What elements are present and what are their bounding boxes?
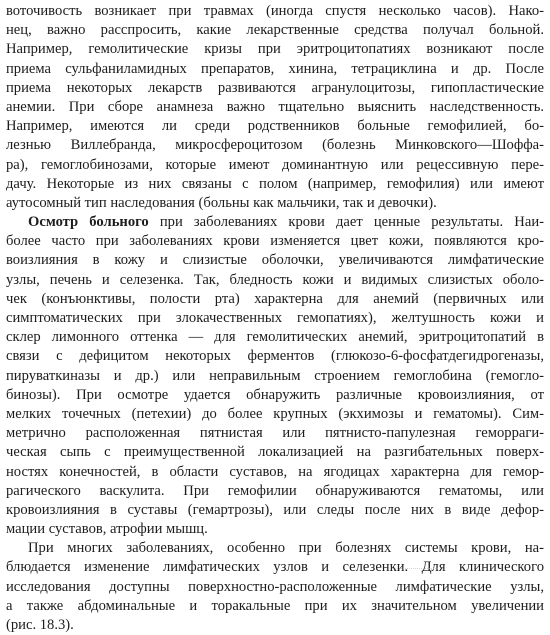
text-line: воизлияния в кожу и слизистые оболочки, увеличиваются лимфатические — [6, 252, 544, 269]
text-line: а также абдоминальные и торакальные при их значительном увеличении — [6, 597, 544, 614]
text-line: более часто при заболеваниях крови изменяется цвет кожи, появляются кро- — [6, 233, 544, 250]
text-line: блюдается изменение лимфатических узлов и селезенки. Для клинического — [6, 559, 544, 576]
text-line: (рис. 18.3). — [6, 617, 74, 633]
text-line: приема некоторых лекарств развиваются агранулоцитозы, гипопластические — [6, 79, 544, 96]
paragraph-examination — [6, 213, 544, 539]
text-line: кровоизлияния в суставы (гемартрозы), или следы после них в виде дефор- — [6, 501, 544, 518]
text-line: Например, гемолитические кризы при эритроцитопатиях возникают после — [6, 41, 544, 58]
text-line: анемии. При сборе анамнеза важно тщательно выяснить наследственность. — [6, 98, 544, 115]
text-line: ра), гемоглобинозами, которые имеют доминантную или рецессивную пере- — [6, 156, 544, 173]
text-line: узлы, печень и селезенка. Так, бледность кожи и видимых слизистых оболо- — [6, 271, 544, 288]
text-line: пируваткиназы и др.) или неправильным строением гемоглобина (гемогло- — [6, 367, 544, 384]
text-line: исследования доступны поверхностно-расположенные лимфатические узлы, — [6, 578, 544, 595]
paragraph-lymph-nodes — [6, 539, 544, 635]
text-line: При многих заболеваниях, особенно при болезнях системы крови, на- — [28, 540, 544, 557]
paragraph-history — [6, 2, 544, 213]
text-line: симптоматических при злокачественных гемопатиях), желтушность кожи и — [6, 310, 544, 326]
text-line: склер лимонного оттенка — для гемолитических анемий, эритроцитопатий в — [6, 329, 544, 346]
text-line: приема сульфаниламидных препаратов, хинина, тетрациклина и др. После — [6, 60, 544, 77]
scan-artifact — [392, 568, 438, 575]
text-line: рагического васкулита. При гемофилии обнаруживаются гематомы, или — [6, 482, 544, 499]
section-lead-heading: Осмотр больного — [28, 214, 149, 231]
text-line: ческая сыпь с преимущественной локализацией на разгибательных поверх- — [6, 444, 544, 461]
text-line-rest: при заболеваниях крови дает ценные результаты. Наи- — [148, 214, 544, 231]
text-line: связи с дефицитом некоторых ферментов (глюкозо-6-фосфатдегидрогеназы, — [6, 348, 544, 365]
text-line: чек (конъюнктивы, полости рта) характерна для анемий (первичных или — [6, 290, 544, 307]
text-line: дачу. Некоторые из них связаны с полом (например, гемофилия) или имеют — [6, 175, 544, 192]
text-line: ностях конечностей, в области суставов, на ягодицах характерна для гемор- — [6, 463, 544, 480]
text-line: мелких точечных (петехии) до более крупных (экхимозы и гематомы). Сим- — [6, 405, 544, 422]
text-line: мации суставов, атрофии мышц. — [6, 521, 208, 538]
text-line: воточивость возникает при травмах (иногда спустя несколько часов). Нако- — [6, 3, 544, 19]
text-line: аутосомный тип наследования (больны как мальчики, так и девочки). — [6, 194, 437, 211]
text-line: нец, важно расспросить, какие лекарственные средства получал больной. — [6, 22, 544, 39]
text-line — [6, 213, 544, 232]
text-line: метрично расположенная пятнистая или пятнисто-папулезная геморраги- — [6, 425, 544, 442]
text-line: лезнью Виллебранда, микросфероцитозом (болезнь Минковского—Шоффа- — [6, 137, 544, 154]
text-line: Например, имеются ли среди родственников больные гемофилией, бо- — [6, 118, 544, 135]
text-line: бинозы). При осмотре удается обнаружить различные кровоизлияния, от — [6, 386, 544, 403]
document-page — [6, 2, 544, 635]
